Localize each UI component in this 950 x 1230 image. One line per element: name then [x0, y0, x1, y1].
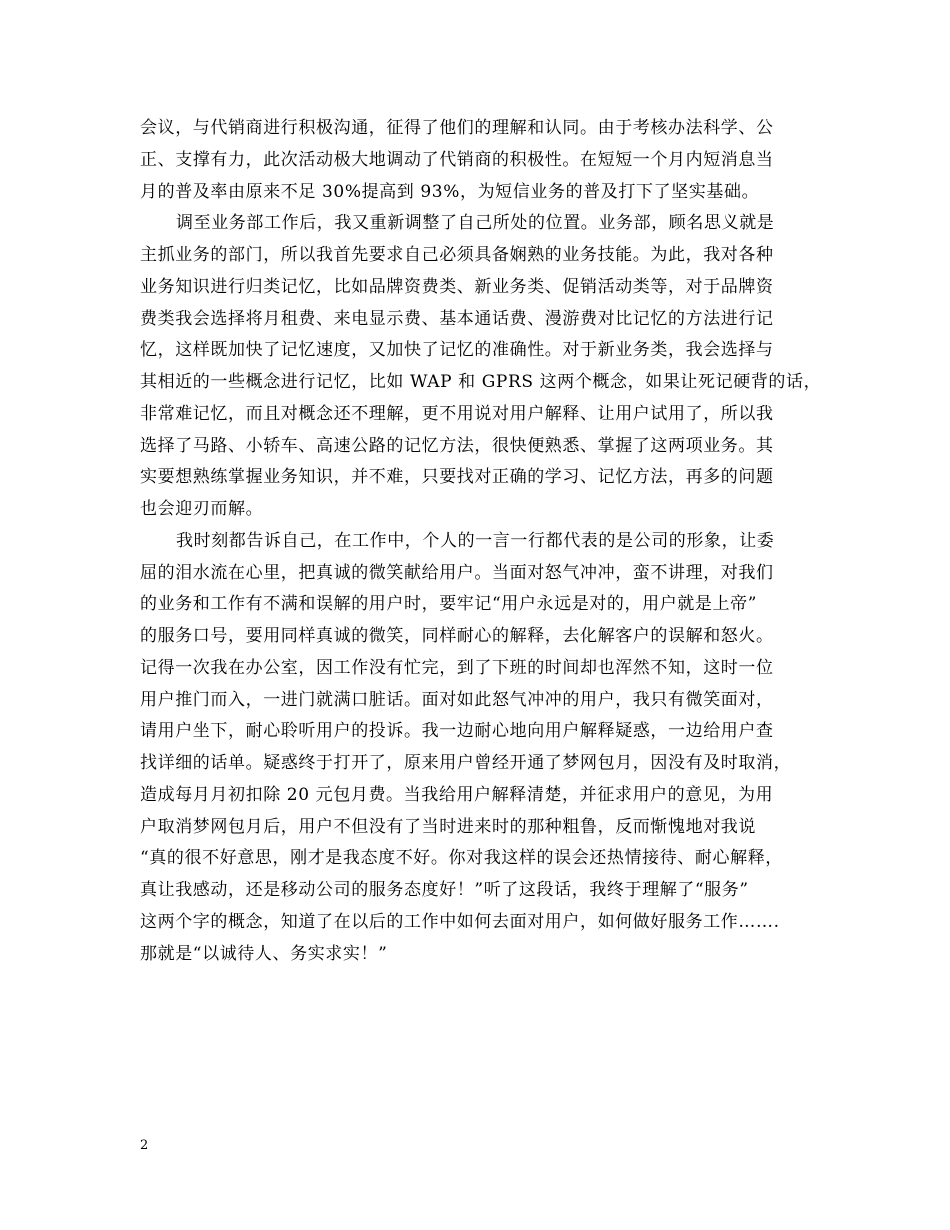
text-line: 正、支撑有力，此次活动极大地调动了代销商的积极性。在短短一个月内短消息当 [140, 149, 774, 170]
text-line: 月的普及率由原来不足 30%提高到 93%，为短信业务的普及打下了坚实基础。 [140, 181, 760, 202]
text-line: 用户推门而入，一进门就满口脏话。面对如此怒气冲冲的用户，我只有微笑面对， [140, 689, 774, 710]
text-line: 户取消梦网包月后，用户不但没有了当时进来时的那种粗鲁，反而惭愧地对我说 [140, 816, 756, 837]
text-line: 费类我会选择将月租费、来电显示费、基本通话费、漫游费对比记忆的方法进行记 [140, 308, 774, 329]
text-line: 也会迎刃而解。 [140, 499, 264, 519]
text-line: 我时刻都告诉自己，在工作中，个人的一言一行都代表的是公司的形象，让委 [176, 530, 775, 551]
text-line: 这两个字的概念，知道了在以后的工作中如何去面对用户，如何做好服务工作……. [140, 911, 780, 932]
paragraph [140, 526, 820, 971]
text-line: 那就是“以诚待人、务实求实！” [140, 943, 388, 964]
body-text [140, 113, 820, 970]
text-line: 的业务和工作有不满和误解的用户时，要牢记“用户永远是对的，用户就是上帝” [140, 594, 757, 615]
text-line: 的服务口号，要用同样真诚的微笑，同样耐心的解释，去化解客户的误解和怒火。 [140, 626, 774, 646]
text-line: 屈的泪水流在心里，把真诚的微笑献给用户。当面对怒气冲冲，蛮不讲理，对我们 [140, 562, 774, 583]
paragraph [140, 113, 820, 208]
text-line: 其相近的一些概念进行记忆，比如 WAP 和 GPRS 这两个概念，如果让死记硬背的话， [140, 372, 822, 392]
text-line: 调至业务部工作后，我又重新调整了自己所处的位置。业务部，顾名思义就是 [176, 213, 775, 234]
text-line: 选择了马路、小轿车、高速公路的记忆方法，很快便熟悉、掌握了这两项业务。其 [140, 435, 774, 456]
text-line: 非常难记忆，而且对概念还不理解，更不用说对用户解释、让用户试用了，所以我 [140, 403, 774, 424]
text-line: 造成每月月初扣除 20 元包月费。当我给用户解释清楚，并征求用户的意见，为用 [140, 784, 774, 805]
text-line: 实要想熟练掌握业务知识，并不难，只要找对正确的学习、记忆方法，再多的问题 [140, 467, 774, 488]
text-line: “真的很不好意思，刚才是我态度不好。你对我这样的误会还热情接待、耐心解释， [140, 848, 783, 869]
text-line: 忆，这样既加快了记忆速度，又加快了记忆的准确性。对于新业务类，我会选择与 [140, 340, 774, 361]
text-line: 找详细的话单。疑惑终于打开了，原来用户曾经开通了梦网包月，因没有及时取消， [140, 753, 792, 773]
text-line: 记得一次我在办公室，因工作没有忙完，到了下班的时间却也浑然不知，这时一位 [140, 657, 774, 678]
text-line: 主抓业务的部门，所以我首先要求自己必须具备娴熟的业务技能。为此，我对各种 [140, 245, 774, 265]
page-number: 2 [140, 1138, 149, 1153]
text-line: 业务知识进行归类记忆，比如品牌资费类、新业务类、促销活动类等，对于品牌资 [140, 276, 774, 297]
text-line: 请用户坐下，耐心聆听用户的投诉。我一边耐心地向用户解释疑惑，一边给用户查 [140, 721, 774, 742]
text-line: 会议，与代销商进行积极沟通，征得了他们的理解和认同。由于考核办法科学、公 [140, 118, 774, 138]
paragraph [140, 208, 820, 526]
text-line: 真让我感动，还是移动公司的服务态度好！”听了这段话，我终于理解了“服务” [140, 880, 749, 900]
